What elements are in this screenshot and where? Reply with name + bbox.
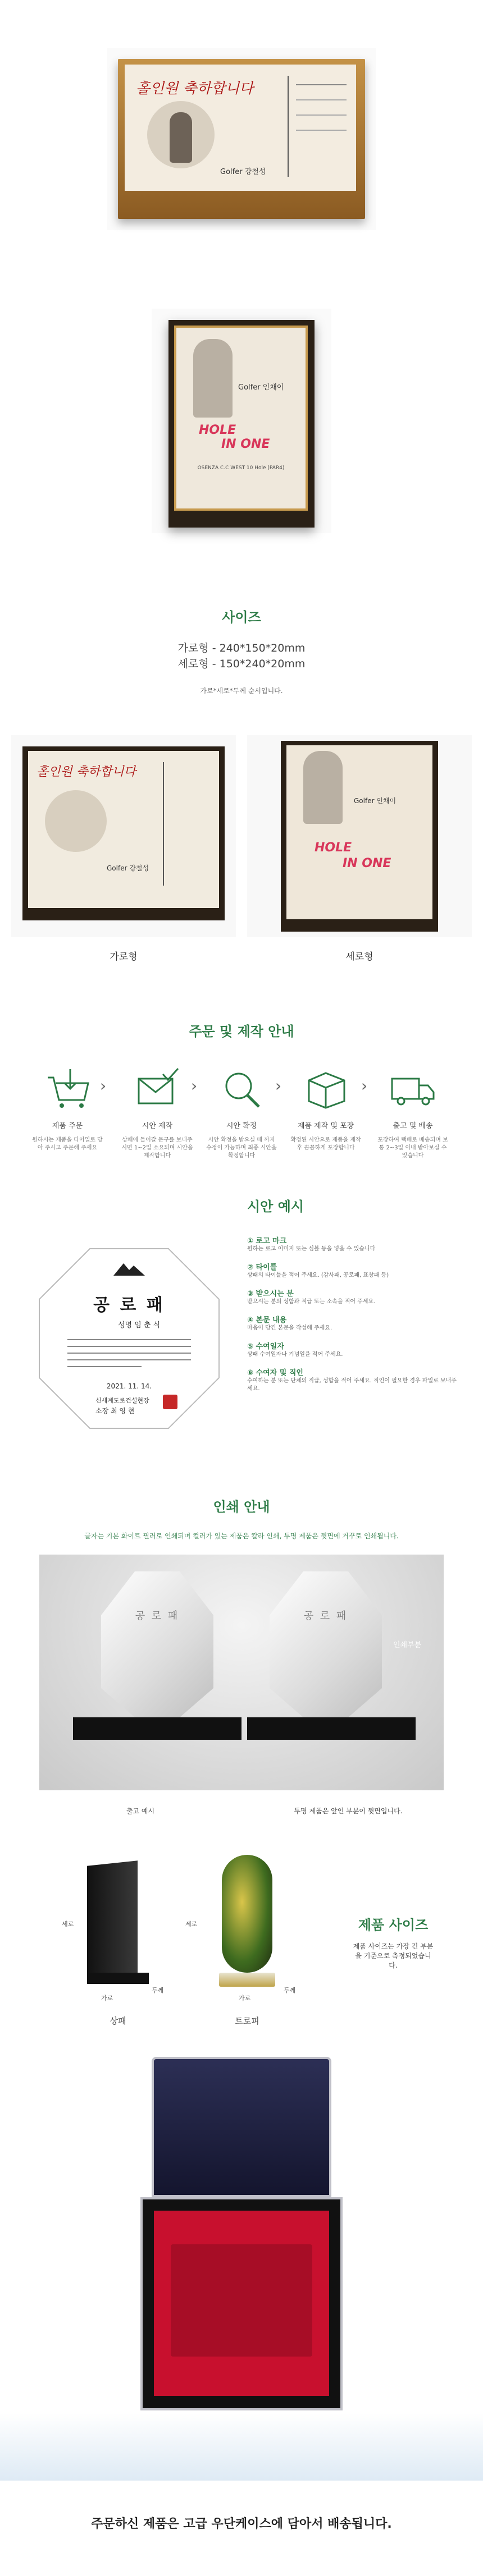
case-footer: 주문하신 제품은 고급 우단케이스에 담아서 배송됩니다. xyxy=(91,2517,392,2531)
size-line-1: 가로형 - 240*150*20mm xyxy=(177,642,306,654)
golfer-figure xyxy=(193,339,233,418)
golfer-figure xyxy=(170,112,192,163)
crystal-left xyxy=(101,1571,213,1717)
sample-plaque-recipient: 성명 임 춘 식 xyxy=(118,1321,161,1330)
magnifier-icon xyxy=(216,1066,267,1111)
plaque-name: Golfer 강철성 xyxy=(107,864,149,872)
size-item-label-plaque: 상패 xyxy=(110,2016,126,2026)
dim-height-label: 세로 xyxy=(185,1920,198,1928)
plaque-detail-lines xyxy=(296,79,347,163)
size-note: 가로*세로*두께 순서입니다. xyxy=(200,687,283,695)
golfer-circle xyxy=(45,790,107,852)
variant-landscape-label: 가로형 xyxy=(110,951,138,962)
plaque-card xyxy=(174,326,308,511)
sample-plaque-title: 공 로 패 xyxy=(93,1295,165,1315)
legend-item: ③ 받으시는 분 받으시는 분의 성함과 직급 또는 소속을 적어 주세요. xyxy=(247,1290,376,1305)
print-caption-right: 투명 제품은 앞인 부분이 뒷면입니다. xyxy=(294,1807,403,1815)
size-item-plaque xyxy=(62,1852,174,2009)
sample-plaque xyxy=(34,1243,225,1434)
sample-legend xyxy=(247,1235,461,1401)
legend-item: ① 로고 마크 원하는 로고 이미지 또는 심볼 등을 넣을 수 있습니다 xyxy=(247,1237,376,1252)
product-photo-portrait xyxy=(152,309,331,533)
golfer-figure xyxy=(303,751,343,824)
crystal-left-title: 공 로 패 xyxy=(135,1610,180,1622)
sample-plaque-body xyxy=(67,1336,191,1375)
arrow-icon: › xyxy=(275,1076,282,1095)
logo-line2: IN ONE xyxy=(221,437,270,451)
sample-title: 시안 예시 xyxy=(247,1199,304,1214)
print-note: 글자는 기본 화이트 필러로 인쇄되며 컬러가 있는 제품은 칼라 인쇄, 투명 제품은 뒷면에 거꾸로 인쇄됩니다. xyxy=(84,1532,399,1540)
mail-check-icon xyxy=(132,1066,183,1111)
print-title: 인쇄 안내 xyxy=(213,1499,270,1515)
mountain-logo-icon xyxy=(112,1260,146,1277)
plaque-divider xyxy=(163,762,164,886)
legend-item: ⑤ 수여일자 상패 수여일자나 기념일을 적어 주세요. xyxy=(247,1342,343,1358)
case-photo xyxy=(107,2057,376,2461)
seal-stamp xyxy=(163,1395,177,1409)
product-size-desc: 제품 사이즈는 가장 긴 부분을 기준으로 측정되었습니다. xyxy=(353,1942,434,1969)
case-lid xyxy=(152,2057,331,2197)
dim-width-label: 가로 xyxy=(239,1995,251,2002)
step-label: 제품 제작 및 포장 xyxy=(297,1122,354,1130)
order-title: 주문 및 제작 안내 xyxy=(189,1024,294,1039)
logo-line1: HOLE xyxy=(199,423,236,437)
legend-item: ④ 본문 내용 마음이 담긴 본문을 작성해 주세요. xyxy=(247,1316,332,1331)
crystal-right-title: 공 로 패 xyxy=(303,1610,348,1622)
step-desc: 확정된 시안으로 제품을 제작 후 꼼꼼하게 포장합니다 xyxy=(290,1137,361,1151)
print-photo xyxy=(39,1555,444,1790)
plaque-script: 홀인원 축하합니다 xyxy=(37,765,136,779)
sample-plaque-date: 2021. 11. 14. xyxy=(106,1382,152,1390)
step-label: 출고 및 배송 xyxy=(393,1122,433,1130)
dim-depth-label: 두께 xyxy=(152,1987,164,1994)
variant-landscape-photo xyxy=(11,735,236,937)
plaque-name: Golfer 인채이 xyxy=(354,797,397,805)
plaque-name: Golfer 강철성 xyxy=(220,168,266,176)
variant-portrait-label: 세로형 xyxy=(345,951,373,962)
dim-width-label: 가로 xyxy=(101,1995,113,2002)
golfer-circle xyxy=(147,101,215,168)
product-size-title: 제품 사이즈 xyxy=(358,1917,429,1933)
size-item-trophy xyxy=(185,1852,309,2009)
step-label: 제품 주문 xyxy=(52,1122,83,1130)
sample-plaque-org: 신세계도로건설현장 xyxy=(95,1397,149,1404)
plaque-card xyxy=(286,745,432,919)
stand-left xyxy=(73,1717,241,1740)
step-desc: 포장하여 택배로 배송되며 보통 2~3일 이내 받아보실 수 있습니다 xyxy=(377,1137,448,1159)
sample-plaque-sign: 소장 최 영 현 xyxy=(95,1407,135,1415)
legend-item: ⑥ 수여자 및 직인 수여하는 분 또는 단체의 직급, 성함을 적어 주세요. 직인이 필요한 경우 파일로 보내주세요. xyxy=(247,1369,457,1392)
stand-right xyxy=(247,1717,416,1740)
box-icon xyxy=(300,1066,351,1111)
plaque-base xyxy=(87,1973,149,1984)
case-body xyxy=(140,2197,343,2410)
hole-in-one-logo xyxy=(199,423,283,457)
course-line: OSENZA C.C WEST 10 Hole (PAR4) xyxy=(197,465,285,471)
plaque-script: 홀인원 축하합니다 xyxy=(136,80,254,97)
legend-item: ② 타이틀 상패의 타이틀을 적어 주세요. (감사패, 공로패, 표창패 등) xyxy=(247,1263,389,1278)
product-photo-landscape xyxy=(107,48,376,230)
arrow-icon: › xyxy=(361,1076,368,1095)
plaque-card xyxy=(125,65,356,191)
step-desc: 상패에 들어갈 문구를 보내주시면 1~2일 소요되며 시안을 제작합니다 xyxy=(121,1137,193,1159)
plaque-divider xyxy=(288,76,289,177)
arrow-icon: › xyxy=(100,1076,107,1095)
step-desc: 원하시는 제품을 다이얼로 담아 주시고 주문해 주세요 xyxy=(32,1137,103,1151)
size-line-2: 세로형 - 150*240*20mm xyxy=(177,658,306,670)
black-plaque xyxy=(87,1860,138,1978)
logo-line1: HOLE xyxy=(315,841,352,855)
logo-line2: IN ONE xyxy=(343,856,391,870)
trophy-glass xyxy=(222,1855,272,1973)
plaque-name: Golfer 인채이 xyxy=(238,383,284,392)
step-desc: 시안 확정을 받으실 때 까지 수정이 가능하며 최종 시안을 확정합니다 xyxy=(206,1137,277,1159)
step-label: 시안 확정 xyxy=(226,1122,257,1130)
plaque-card xyxy=(28,751,219,908)
wave-decoration xyxy=(0,2413,483,2481)
truck-icon xyxy=(388,1066,438,1111)
size-title: 사이즈 xyxy=(222,609,261,625)
step-label: 시안 제작 xyxy=(142,1122,173,1130)
dim-height-label: 세로 xyxy=(62,1920,74,1928)
crystal-right xyxy=(270,1571,382,1717)
print-tag: 인쇄부분 xyxy=(393,1641,422,1649)
variant-portrait-photo xyxy=(247,735,472,937)
print-caption-left: 출고 예시 xyxy=(126,1807,155,1815)
trophy-base xyxy=(219,1973,275,1987)
dim-depth-label: 두께 xyxy=(284,1987,296,1994)
arrow-icon: › xyxy=(191,1076,198,1095)
size-item-label-trophy: 트로피 xyxy=(235,2016,259,2026)
case-slot xyxy=(171,2244,312,2357)
cart-icon xyxy=(42,1066,93,1111)
